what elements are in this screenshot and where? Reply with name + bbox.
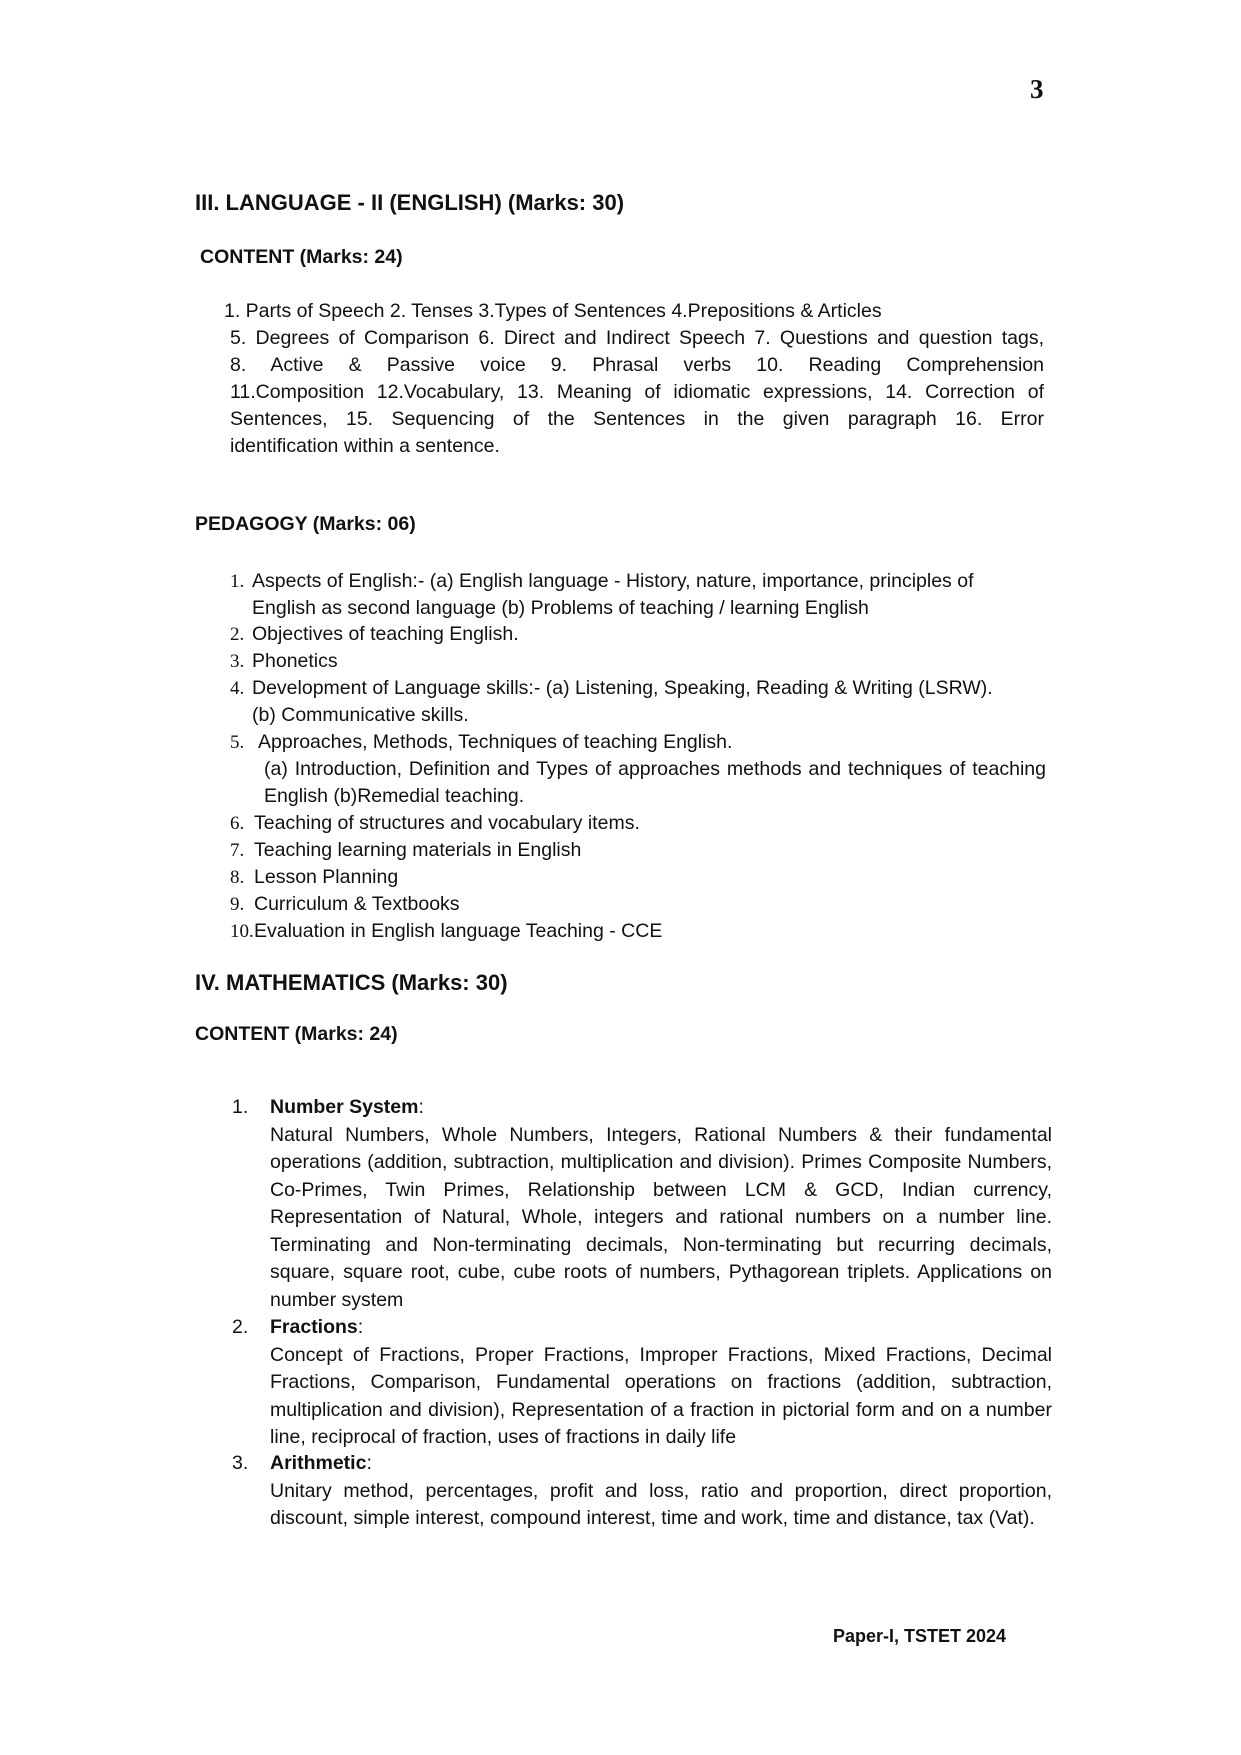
list-text: Aspects of English:- (a) English language - History, nature, importance, principles of bbox=[252, 570, 974, 592]
list-number: 6. bbox=[230, 813, 245, 834]
list-text: Teaching learning materials in English bbox=[254, 839, 582, 861]
list-text: (b) Communicative skills. bbox=[252, 704, 469, 726]
list-number: 1. bbox=[232, 1096, 249, 1118]
topic-title: Number System bbox=[270, 1096, 419, 1118]
list-number: 8. bbox=[230, 867, 245, 888]
topic-title: Arithmetic bbox=[270, 1452, 367, 1474]
topic-colon: : bbox=[366, 1452, 372, 1474]
list-number: 5. bbox=[230, 732, 245, 753]
section-heading-mathematics: IV. MATHEMATICS (Marks: 30) bbox=[195, 970, 508, 995]
topic-description: Natural Numbers, Whole Numbers, Integers, Rational Numbers & their fundamental operations (addition, subtraction, multiplication and division). Primes Composite Numbers, Co-Primes, Twin Primes, Relationship between LCM & GCD, Indian currency, Representation of Natural, Whole, integers and rational numbers on a number line. Terminating and Non-terminating decimals, Non-terminating but recurring decimals, square, square root, cube, cube roots of numbers, Pythagorean triplets. Applications on number system bbox=[270, 1123, 1052, 1311]
content-heading-mathematics: CONTENT (Marks: 24) bbox=[195, 1023, 398, 1045]
list-text: Evaluation in English language Teaching - CCE bbox=[254, 920, 663, 942]
list-item bbox=[232, 1094, 1052, 1314]
list-text: Phonetics bbox=[252, 650, 338, 672]
content-heading-english: CONTENT (Marks: 24) bbox=[200, 246, 403, 268]
topic-title: Fractions bbox=[270, 1316, 358, 1338]
pedagogy-heading-english: PEDAGOGY (Marks: 06) bbox=[195, 513, 416, 535]
list-text: English as second language (b) Problems of teaching / learning English bbox=[252, 597, 869, 619]
topic-description: Unitary method, percentages, profit and loss, ratio and proportion, direct proportion, discount, simple interest, compound interest, time and work, time and distance, tax (Vat). bbox=[270, 1479, 1052, 1529]
topic-description: Concept of Fractions, Proper Fractions, Improper Fractions, Mixed Fractions, Decimal Fractions, Comparison, Fundamental operations on fractions (addition, subtraction, multiplication and division), Representation of a fraction in pictorial form and on a number line, reciprocal of fraction, uses of fractions in daily life bbox=[270, 1343, 1052, 1448]
list-number: 7. bbox=[230, 840, 245, 861]
content-line: identification within a sentence. bbox=[230, 435, 500, 457]
list-text: Objectives of teaching English. bbox=[252, 623, 519, 645]
list-number: 3. bbox=[230, 651, 245, 672]
list-text: Approaches, Methods, Techniques of teaching English. bbox=[258, 731, 733, 753]
content-line: Sentences, 15. Sequencing of the Sentences in the given paragraph 16. Error bbox=[230, 408, 1044, 430]
list-item bbox=[232, 1450, 1052, 1560]
page-number: 3 bbox=[1030, 74, 1044, 104]
list-number: 2. bbox=[230, 624, 245, 645]
list-text: (a) Introduction, Definition and Types of approaches methods and techniques of teaching English (b)Remedial teaching. bbox=[264, 758, 1046, 807]
topic-colon: : bbox=[418, 1096, 424, 1118]
list-title bbox=[270, 1094, 424, 1122]
list-number: 4. bbox=[230, 678, 245, 699]
list-item bbox=[232, 1314, 1052, 1451]
list-text: Lesson Planning bbox=[254, 866, 399, 888]
list-number: 1. bbox=[230, 571, 245, 592]
content-line: 11.Composition 12.Vocabulary, 13. Meaning of idiomatic expressions, 14. Correction of bbox=[230, 381, 1044, 403]
list-text: Curriculum & Textbooks bbox=[254, 893, 460, 915]
content-line: 1. Parts of Speech 2. Tenses 3.Types of Sentences 4.Prepositions & Articles bbox=[224, 300, 882, 322]
page-footer: Paper-I, TSTET 2024 bbox=[833, 1626, 1007, 1646]
list-text: Development of Language skills:- (a) Listening, Speaking, Reading & Writing (LSRW). bbox=[252, 677, 993, 699]
list-number: 9. bbox=[230, 894, 245, 915]
list-title bbox=[270, 1314, 363, 1342]
topic-colon: : bbox=[357, 1316, 364, 1338]
list-number: 2. bbox=[232, 1316, 249, 1338]
section-heading-language-english: III. LANGUAGE - II (ENGLISH) (Marks: 30) bbox=[195, 190, 625, 215]
english-content-paragraph bbox=[224, 298, 1044, 460]
list-title bbox=[270, 1450, 372, 1478]
content-line: 8. Active & Passive voice 9. Phrasal verbs 10. Reading Comprehension bbox=[230, 354, 1044, 376]
list-number: 3. bbox=[232, 1452, 249, 1474]
list-number: 10. bbox=[230, 921, 254, 942]
list-text: Teaching of structures and vocabulary items. bbox=[254, 812, 640, 834]
content-line: 5. Degrees of Comparison 6. Direct and Indirect Speech 7. Questions and question tags, bbox=[230, 327, 1044, 349]
